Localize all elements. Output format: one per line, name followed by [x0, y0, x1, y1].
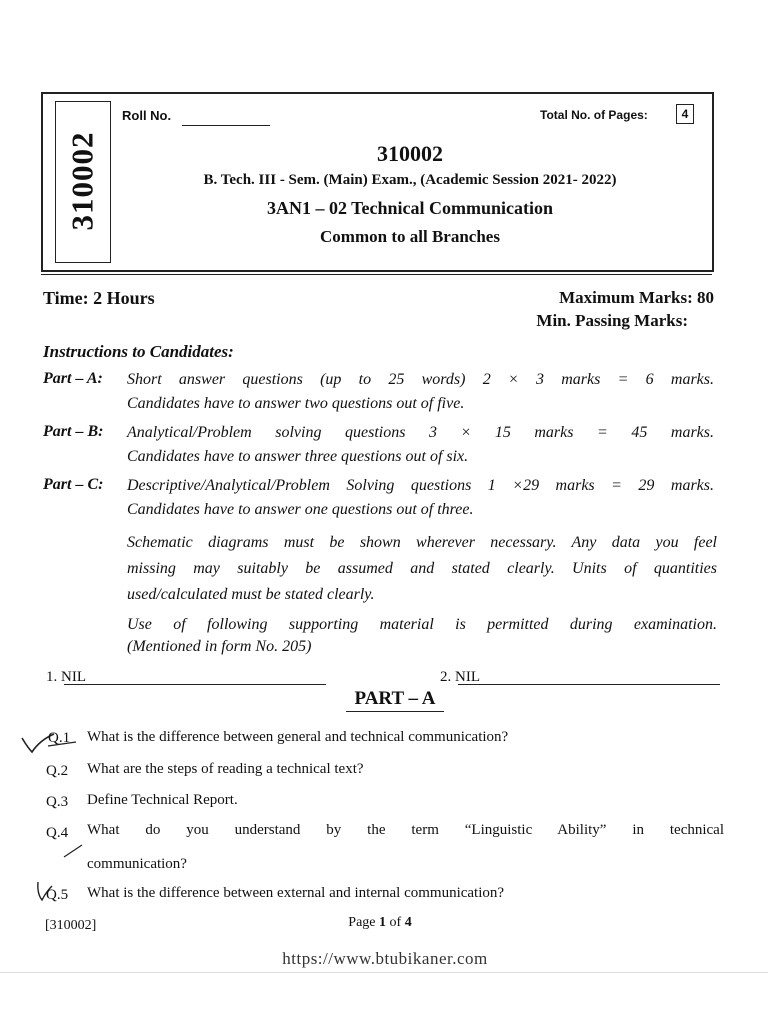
common-branches: Common to all Branches [320, 227, 500, 246]
material-1: 1. NIL [46, 669, 86, 685]
use-line2: (Mentioned in form No. 205) [127, 638, 312, 655]
footer-paper-code: [310002] [45, 918, 97, 933]
schematic-line1: Schematic diagrams must be shown wherever necessary. Any data you feel [127, 534, 717, 551]
question-text: What do you understand by the term “Linguistic Ability” in technical [87, 822, 724, 838]
total-pages-label: Total No. of Pages: [540, 108, 648, 122]
part-a-line2: Candidates have to answer two questions out of five. [127, 395, 465, 412]
part-b-label: Part – B: [43, 423, 104, 440]
maximum-marks: Maximum Marks: 80 [559, 288, 714, 307]
page-prefix: Page [348, 915, 380, 930]
instructions-heading: Instructions to Candidates: [43, 342, 234, 361]
question-number: Q.2 [46, 763, 69, 779]
time-duration: Time: 2 Hours [43, 288, 155, 308]
material-2: 2. NIL [440, 669, 480, 685]
page-indicator [300, 915, 460, 931]
roll-no-label: Roll No. [122, 108, 172, 123]
schematic-note [127, 530, 717, 608]
part-c-line2: Candidates have to answer one questions out of three. [127, 501, 474, 518]
subject-title: 3AN1 – 02 Technical Communication [266, 198, 554, 218]
page-of: of [386, 915, 405, 930]
schematic-line2: missing may suitably be assumed and stated clearly. Units of quantities [127, 560, 717, 577]
side-code-text: 310002 [64, 131, 99, 231]
source-url: https://www.btubikaner.com [282, 949, 488, 968]
question-number: Q.1 [48, 730, 71, 746]
question-number: Q.5 [46, 887, 69, 903]
page-total: 4 [404, 915, 412, 930]
min-passing-marks: Min. Passing Marks: [536, 311, 688, 330]
roll-no-line [182, 125, 270, 126]
material-2-line [458, 684, 720, 685]
question-number: Q.4 [46, 825, 69, 841]
total-pages-value: 4 [676, 104, 694, 124]
part-b-line2: Candidates have to answer three questions out of six. [127, 448, 469, 465]
page-number: 1 [379, 915, 387, 930]
question-text: What are the steps of reading a technical text? [87, 761, 364, 777]
part-b-line1: Analytical/Problem solving questions 3 × 15 marks = 45 marks. [127, 424, 714, 441]
question-text: What is the difference between external and internal communication? [87, 885, 505, 901]
question-text: What is the difference between general and technical communication? [87, 729, 509, 745]
part-a-label: Part – A: [43, 370, 103, 387]
part-c-label: Part – C: [43, 476, 104, 493]
material-1-line [64, 684, 326, 685]
part-c-line1: Descriptive/Analytical/Problem Solving questions 1 ×29 marks = 29 marks. [127, 477, 714, 494]
footer-divider [0, 972, 768, 973]
schematic-line3: used/calculated must be stated clearly. [127, 586, 375, 603]
handwritten-slash-mark [62, 843, 84, 859]
supporting-material-note [127, 614, 717, 658]
paper-code: 310002 [377, 141, 443, 166]
question-text: Define Technical Report. [87, 792, 238, 808]
exam-line: B. Tech. III - Sem. (Main) Exam., (Academic Session 2021- 2022) [203, 172, 617, 188]
question-text-continued: communication? [87, 856, 187, 872]
header-rule [41, 274, 712, 275]
part-a-underline [346, 711, 444, 712]
use-line1: Use of following supporting material is permitted during examination. [127, 616, 717, 633]
part-a-heading: PART – A [354, 688, 436, 709]
question-number: Q.3 [46, 794, 69, 810]
part-a-line1: Short answer questions (up to 25 words) 2 × 3 marks = 6 marks. [127, 371, 714, 388]
side-code [55, 101, 109, 261]
